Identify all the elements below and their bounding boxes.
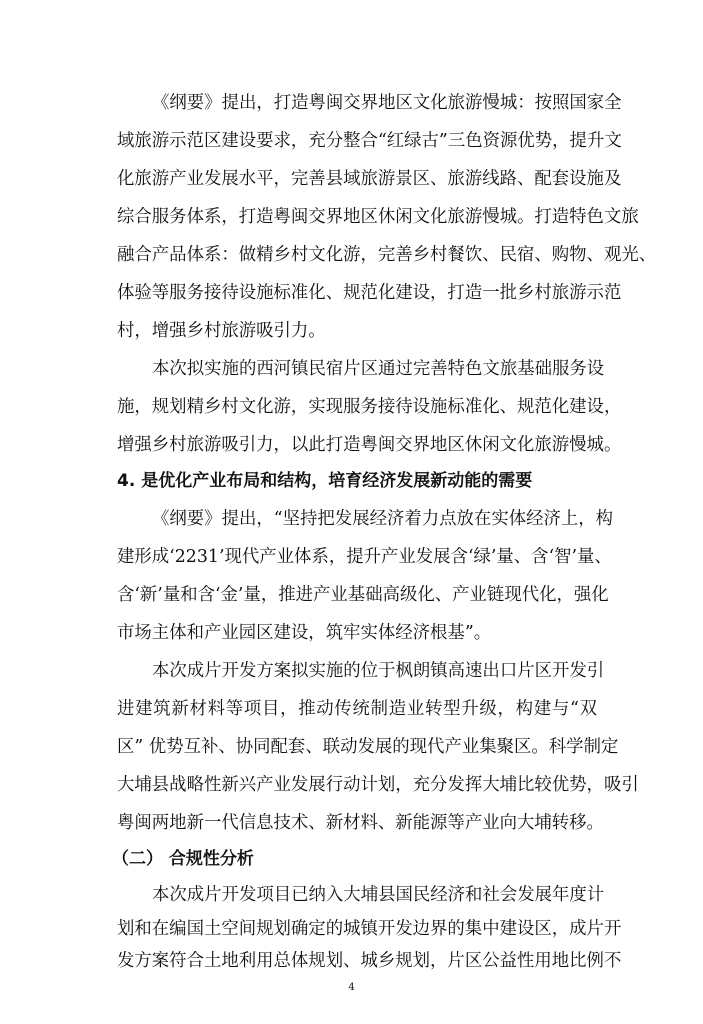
paragraph-1-line-3: 化旅游产业发展水平，完善县域旅游景区、旅游线路、配套设施及 bbox=[117, 169, 622, 189]
paragraph-1-line-7: 村，增强乡村旅游吸引力。 bbox=[117, 321, 326, 341]
paragraph-1-line-2: 域旅游示范区建设要求，充分整合“红绿古”三色资源优势，提升文 bbox=[117, 131, 622, 151]
paragraph-1-line-4: 综合服务体系，打造粤闽交界地区休闲文化旅游慢城。打造特色文旅 bbox=[117, 207, 639, 227]
paragraph-3-line-3: 含‘新’量和含‘金’量，推进产业基础高级化、产业链现代化，强化 bbox=[117, 585, 609, 605]
paragraph-1-line-1: 《纲要》提出，打造粤闽交界地区文化旅游慢城：按照国家全 bbox=[152, 93, 622, 113]
paragraph-4-line-5: 粤闽两地新一代信息技术、新材料、新能源等产业向大埔转移。 bbox=[117, 813, 604, 833]
paragraph-4-line-3: 区” 优势互补、协同配套、联动发展的现代产业集聚区。科学制定 bbox=[117, 737, 619, 757]
paragraph-5-line-1: 本次成片开发项目已纳入大埔县国民经济和社会发展年度计 bbox=[152, 885, 605, 905]
section-heading-2: （二） 合规性分析 bbox=[112, 849, 254, 869]
paragraph-4-line-4: 大埔县战略性新兴产业发展行动计划，充分发挥大埔比较优势，吸引 bbox=[117, 775, 639, 795]
paragraph-5-line-3: 发方案符合土地利用总体规划、城乡规划，片区公益性用地比例不 bbox=[117, 951, 622, 971]
paragraph-2-line-1: 本次拟实施的西河镇民宿片区通过完善特色文旅基础服务设 bbox=[152, 359, 605, 379]
section-heading-4: 4. 是优化产业布局和结构，培育经济发展新动能的需要 bbox=[117, 471, 533, 491]
paragraph-1-line-6: 体验等服务接待设施标准化、规范化建设，打造一批乡村旅游示范 bbox=[117, 283, 622, 303]
page-number: 4 bbox=[348, 982, 355, 993]
paragraph-2-line-3: 增强乡村旅游吸引力，以此打造粤闽交界地区休闲文化旅游慢城。 bbox=[117, 435, 622, 455]
paragraph-3-line-2: 建形成‘2231’现代产业体系，提升产业发展含‘绿’量、含‘智’量、 bbox=[117, 547, 612, 567]
paragraph-1-line-5: 融合产品体系：做精乡村文化游，完善乡村餐饮、民宿、购物、观光、 bbox=[117, 245, 657, 265]
paragraph-4-line-1: 本次成片开发方案拟实施的位于枫朗镇高速出口片区开发引 bbox=[152, 661, 605, 681]
paragraph-5-line-2: 划和在编国土空间规划确定的城镇开发边界的集中建设区，成片开 bbox=[117, 919, 622, 939]
paragraph-3-line-1: 《纲要》提出，“坚持把发展经济着力点放在实体经济上，构 bbox=[152, 509, 614, 529]
paragraph-4-line-2: 进建筑新材料等项目，推动传统制造业转型升级，构建与“双 bbox=[117, 699, 597, 719]
paragraph-2-line-2: 施，规划精乡村文化游，实现服务接待设施标准化、规范化建设， bbox=[117, 397, 622, 417]
paragraph-3-line-4: 市场主体和产业园区建设，筑牢实体经济根基”。 bbox=[117, 623, 492, 643]
